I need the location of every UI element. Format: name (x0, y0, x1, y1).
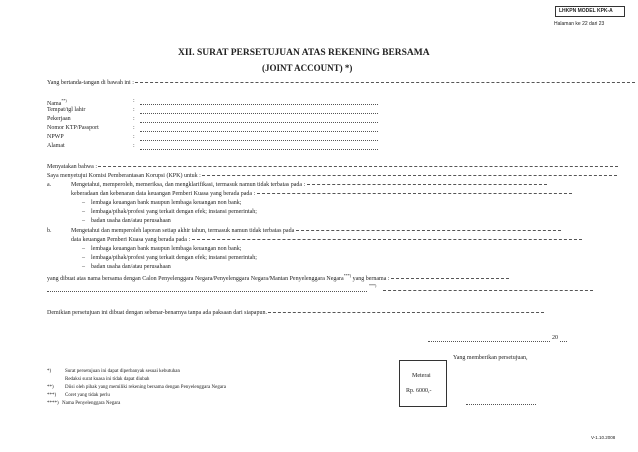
end-sup: ***) (369, 283, 377, 288)
joint-line: yang dibuat atas nama bersama dengan Calon Penyelenggara Negara/Penyelenggara Negara/Mantan Penyelenggara Negara***) yang bernama : (47, 273, 509, 282)
point-a-line2: keberadaan dan kebenaran data keuangan Pemberi Kuasa yang berada pada : (71, 191, 572, 197)
field-colon: : (133, 116, 135, 122)
date-suffix: 20 (552, 335, 558, 341)
point-b-line1: Mengetahui dan memperoleh laporan setiap akhir tahun, termasuk namun tidak terbatas pada (71, 228, 561, 234)
point-a-item: – badan usaha dan/atau perusahaan (82, 218, 171, 224)
signer-label: Yang memberikan persetujuan, (453, 355, 528, 361)
point-a-line1: Mengetahui, memperoleh, memeriksa, dan mengklarifikasi, termasuk namun tidak terbatas pada : (71, 182, 547, 188)
form-code: LHKPN MODEL KPK-A (559, 8, 613, 14)
signature-name-input[interactable] (466, 404, 536, 405)
footnote-text: Surat persetujuan ini dapat diperbanyak sesuai kebutuhan (65, 369, 180, 374)
point-b-item: – badan usaha dan/atau perusahaan (82, 264, 171, 270)
point-b-item: – lembaga keuangan bank maupun lembaga keuangan non bank; (82, 246, 242, 252)
footnote-mark: ***) (47, 393, 57, 398)
point-b-item: – lembaga/pihak/profesi yang terkait dengan efek; instansi pemerintah; (82, 255, 257, 261)
date-input[interactable] (428, 341, 550, 342)
footnote-text: Redaksi surat kuasa ini tidak dapat diubah (65, 377, 150, 382)
field-npwp-label: NPWP (47, 134, 64, 140)
field-colon: : (133, 98, 135, 104)
field-colon: : (133, 107, 135, 113)
field-colon: : (133, 125, 135, 131)
date-suffix-input[interactable] (560, 341, 567, 342)
footnote-mark: *) (47, 369, 52, 374)
field-colon: : (133, 143, 135, 149)
point-a-item: – lembaga/pihak/profesi yang terkait dengan efek; instansi pemerintah; (82, 209, 257, 215)
footnote-text: Coret yang tidak perlu (65, 393, 110, 398)
point-a-marker: a. (47, 182, 52, 188)
joint-dash (383, 290, 593, 291)
footnote-text: Nama Penyelenggara Negara (62, 401, 121, 406)
field-ttl-input[interactable] (140, 113, 378, 114)
field-nama-label: Nama**) (47, 98, 67, 107)
declare-text: Menyatakan bahwa : (47, 164, 618, 170)
point-b-line2: data keuangan Pemberi Kuasa yang berada pada : (71, 237, 582, 243)
stamp-line1: Meterai (412, 373, 431, 379)
field-ttl-label: Tempat/tgl lahir (47, 107, 86, 113)
page-subtitle: (JOINT ACCOUNT) *) (262, 63, 353, 73)
stamp-box (399, 360, 447, 407)
form-code-box (555, 6, 625, 17)
joint-name-input[interactable] (47, 291, 367, 292)
field-pekerjaan-input[interactable] (140, 122, 378, 123)
footnote-mark: **) (47, 385, 54, 390)
field-pekerjaan-label: Pekerjaan (47, 116, 71, 122)
field-ktp-input[interactable] (140, 131, 378, 132)
field-npwp-input[interactable] (140, 140, 378, 141)
footnote-text: Diisi oleh pihak yang memiliki rekening bersama dengan Penyelenggara Negara (65, 385, 226, 390)
intro-text: Yang bertanda-tangan di bawah ini : (47, 80, 635, 86)
page-title: XII. SURAT PERSETUJUAN ATAS REKENING BERSAMA (178, 48, 430, 58)
footnote-mark: ****) (47, 401, 59, 406)
field-alamat-label: Alamat (47, 143, 65, 149)
field-alamat-input[interactable] (140, 149, 378, 150)
page-label: Halaman ke 22 dari 23 (554, 21, 605, 27)
field-colon: : (133, 134, 135, 140)
field-nama-input[interactable] (140, 104, 378, 105)
field-ktp-label: Nomor KTP/Passport (47, 125, 99, 131)
stamp-line2: Rp. 6000,- (406, 388, 432, 394)
point-a-item: – lembaga keuangan bank maupun lembaga keuangan non bank; (82, 200, 242, 206)
closing-text: Demikian persetujuan ini dibuat dengan sebenar-benarnya tanpa ada paksaan dari siapapun. (47, 310, 544, 316)
consent-text: Saya menyetujui Komisi Pemberantasan Korupsi (KPK) untuk : (47, 173, 617, 179)
point-b-marker: b. (47, 228, 52, 234)
version-label: V-1.10.2008 (591, 435, 616, 440)
